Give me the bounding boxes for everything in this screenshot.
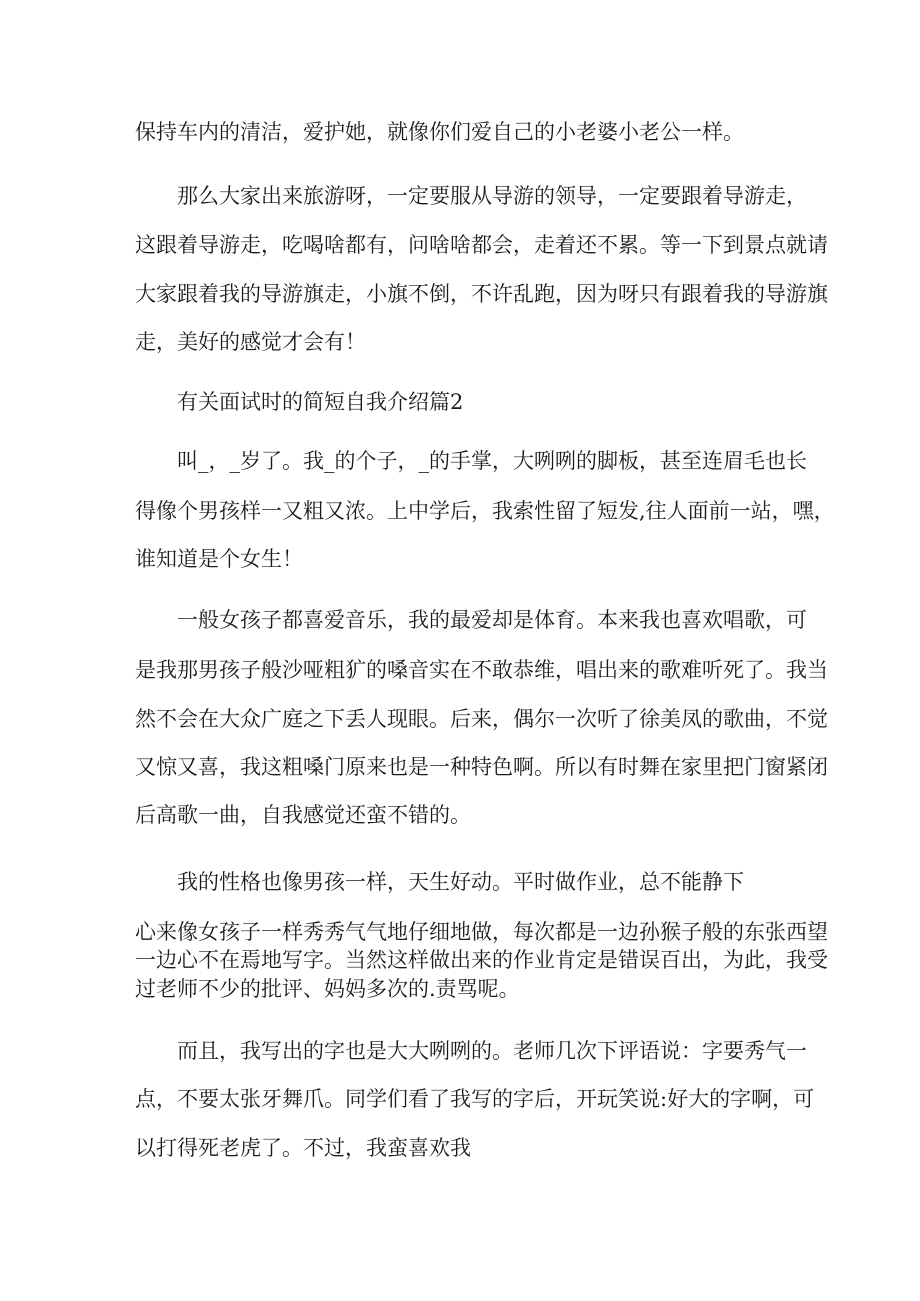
text-line: 是我那男孩子般沙哑粗犷的嗓音实在不敢恭维，唱出来的歌难听死了。我当 (135, 658, 828, 682)
text-line: 走，美好的感觉才会有！ (135, 330, 366, 354)
text-line: 而且，我写出的字也是大大咧咧的。老师几次下评语说：字要秀气一 (177, 1039, 807, 1063)
text-line: 后高歌一曲，自我感觉还蛮不错的。 (135, 803, 471, 827)
section-heading: 有关面试时的简短自我介绍篇2 (177, 390, 464, 414)
text-line: 一边心不在焉地写字。当然这样做出来的作业肯定是错误百出，为此，我受 (135, 948, 828, 972)
text-line: 然不会在大众广庭之下丢人现眼。后来，偶尔一次听了徐美凤的歌曲，不觉 (135, 707, 828, 731)
text-line: 那么大家出来旅游呀，一定要服从导游的领导，一定要跟着导游走， (177, 184, 807, 208)
text-line: 心来像女孩子一样秀秀气气地仔细地做，每次都是一边孙猴子般的东张西望 (135, 920, 828, 944)
text-line: 谁知道是个女生！ (135, 547, 303, 571)
text-line: 点，不要太张牙舞爪。同学们看了我写的字后，开玩笑说:好大的字啊，可 (135, 1087, 815, 1111)
text-line: 以打得死老虎了。不过，我蛮喜欢我 (135, 1136, 471, 1160)
text-line: 叫_，_岁了。我_的个子，_的手掌，大咧咧的脚板，甚至连眉毛也长 (177, 449, 807, 473)
text-line: 得像个男孩样一又粗又浓。上中学后，我索性留了短发,往人面前一站，嘿， (135, 499, 835, 523)
text-line: 过老师不少的批评、妈妈多次的.责骂呢。 (135, 977, 520, 1001)
text-line: 一般女孩子都喜爱音乐，我的最爱却是体育。本来我也喜欢唱歌，可 (177, 608, 807, 632)
text-line: 又惊又喜，我这粗嗓门原来也是一种特色啊。所以有时舞在家里把门窗紧闭 (135, 755, 828, 779)
text-line: 大家跟着我的导游旗走，小旗不倒，不许乱跑，因为呀只有跟着我的导游旗 (135, 282, 828, 306)
text-line: 我的性格也像男孩一样，天生好动。平时做作业，总不能静下 (177, 870, 744, 894)
text-line: 这跟着导游走，吃喝啥都有，问啥啥都会，走着还不累。等一下到景点就请 (135, 233, 828, 257)
text-line: 保持车内的清洁，爱护她，就像你们爱自己的小老婆小老公一样。 (135, 120, 744, 144)
